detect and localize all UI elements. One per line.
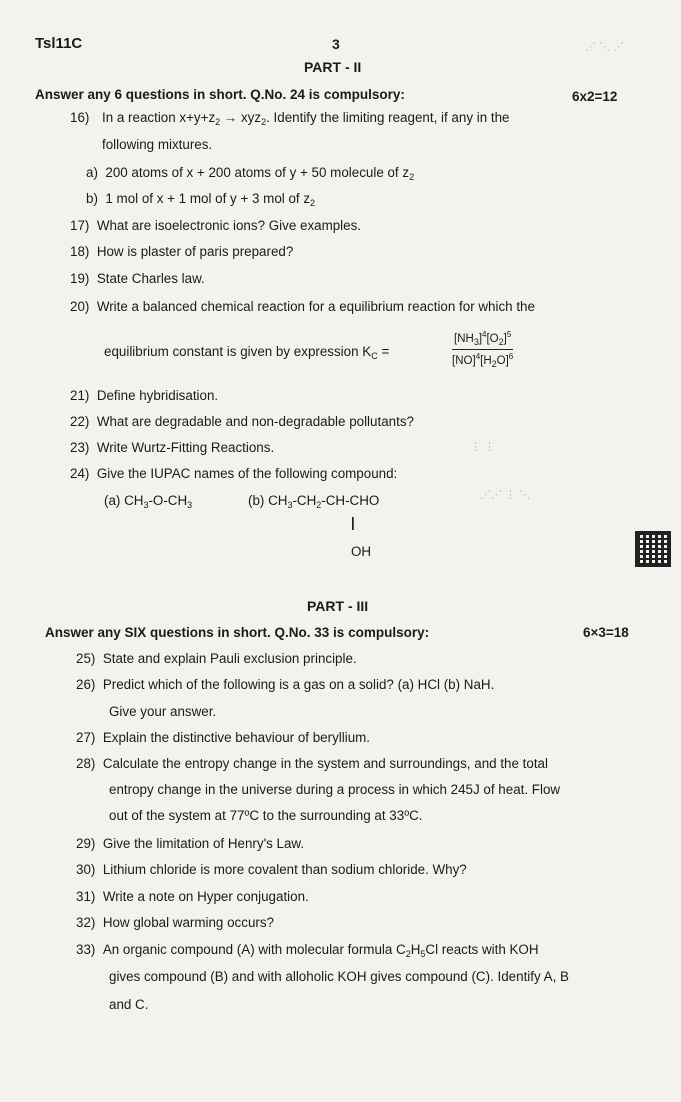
smudge-mark: ⋰⋰ ⋮ ⋱ — [480, 489, 531, 501]
compound-b-oh-group: OH — [351, 544, 372, 559]
question-30: 30) Lithium chloride is more covalent than sodium chloride. Why? — [76, 862, 467, 877]
compound-a: (a) $CH_3-O-CH_3$ — [104, 493, 193, 510]
question-33-line2: gives compound (B) and with alloholic KOH gives compound (C). Identify A, B — [109, 969, 569, 984]
question-32: 32) How global warming occurs? — [76, 915, 274, 930]
paper-code: Tsl11C — [35, 35, 83, 52]
question-20: 20) Write a balanced chemical reaction for a equilibrium reaction for which the — [70, 299, 535, 314]
question-16-line2: following mixtures. — [102, 137, 213, 152]
question-28-line3: out of the system at 77ºC to the surrounding at 33ºC. — [109, 808, 423, 823]
question-29: 29) Give the limitation of Henry's Law. — [76, 836, 305, 851]
question-number: 16) — [70, 110, 90, 125]
smudge-mark: ⋰ ⋱ ⋰ — [585, 41, 625, 53]
fraction-numerator: $[NH_3]^4[O_2]^5$ — [452, 330, 513, 350]
part2-instruction: Answer any 6 questions in short. Q.No. 24 is compulsory: — [35, 87, 405, 102]
question-16b: b) 1 mol of x + 1 mol of y + 3 mol of $z_2$ — [86, 191, 316, 208]
question-28-line2: entropy change in the universe during a process in which 245J of heat. Flow — [109, 782, 561, 797]
smudge-mark: ⋮ ⋮ — [470, 441, 496, 453]
question-18: 18) How is plaster of paris prepared? — [70, 244, 294, 259]
page-number: 3 — [332, 36, 340, 52]
compound-b: (b) $CH_3-CH_2-CH$-CHO — [248, 493, 380, 510]
equilibrium-fraction — [452, 330, 513, 369]
question-33-line3: and C. — [109, 997, 149, 1012]
qr-code-icon — [637, 533, 669, 565]
question-17: 17) What are isoelectronic ions? Give examples. — [70, 218, 362, 233]
question-31: 31) Write a note on Hyper conjugation. — [76, 889, 309, 904]
question-26: 26) Predict which of the following is a gas on a solid? (a) HCl (b) NaH. — [76, 677, 495, 692]
question-20-expression: equilibrium constant is given by expression $K_C$ = — [104, 344, 390, 361]
question-26-line2: Give your answer. — [109, 704, 217, 719]
part3-marks: 6×3=18 — [583, 625, 629, 640]
question-27: 27) Explain the distinctive behaviour of beryllium. — [76, 730, 371, 745]
question-28: 28) Calculate the entropy change in the system and surroundings, and the total — [76, 756, 548, 771]
question-21: 21) Define hybridisation. — [70, 388, 219, 403]
question-24: 24) Give the IUPAC names of the following compound: — [70, 466, 398, 481]
part3-instruction: Answer any SIX questions in short. Q.No. 33 is compulsory: — [45, 625, 430, 640]
part2-title: PART - II — [304, 59, 362, 75]
compound-b-bond: | — [351, 515, 355, 530]
question-25: 25) State and explain Pauli exclusion principle. — [76, 651, 357, 666]
question-33: 33) An organic compound (A) with molecular formula $C_2H_5Cl$ reacts with KOH — [76, 942, 539, 959]
question-19: 19) State Charles law. — [70, 271, 205, 286]
part3-title: PART - III — [307, 598, 369, 614]
fraction-denominator: $[NO]^4[H_2O]^6$ — [452, 352, 514, 369]
question-16a: a) 200 atoms of x + 200 atoms of y + 50 molecule of $z_2$ — [86, 165, 415, 182]
question-22: 22) What are degradable and non-degradable pollutants? — [70, 414, 414, 429]
question-23: 23) Write Wurtz-Fitting Reactions. — [70, 440, 275, 455]
part2-marks: 6x2=12 — [572, 89, 618, 104]
